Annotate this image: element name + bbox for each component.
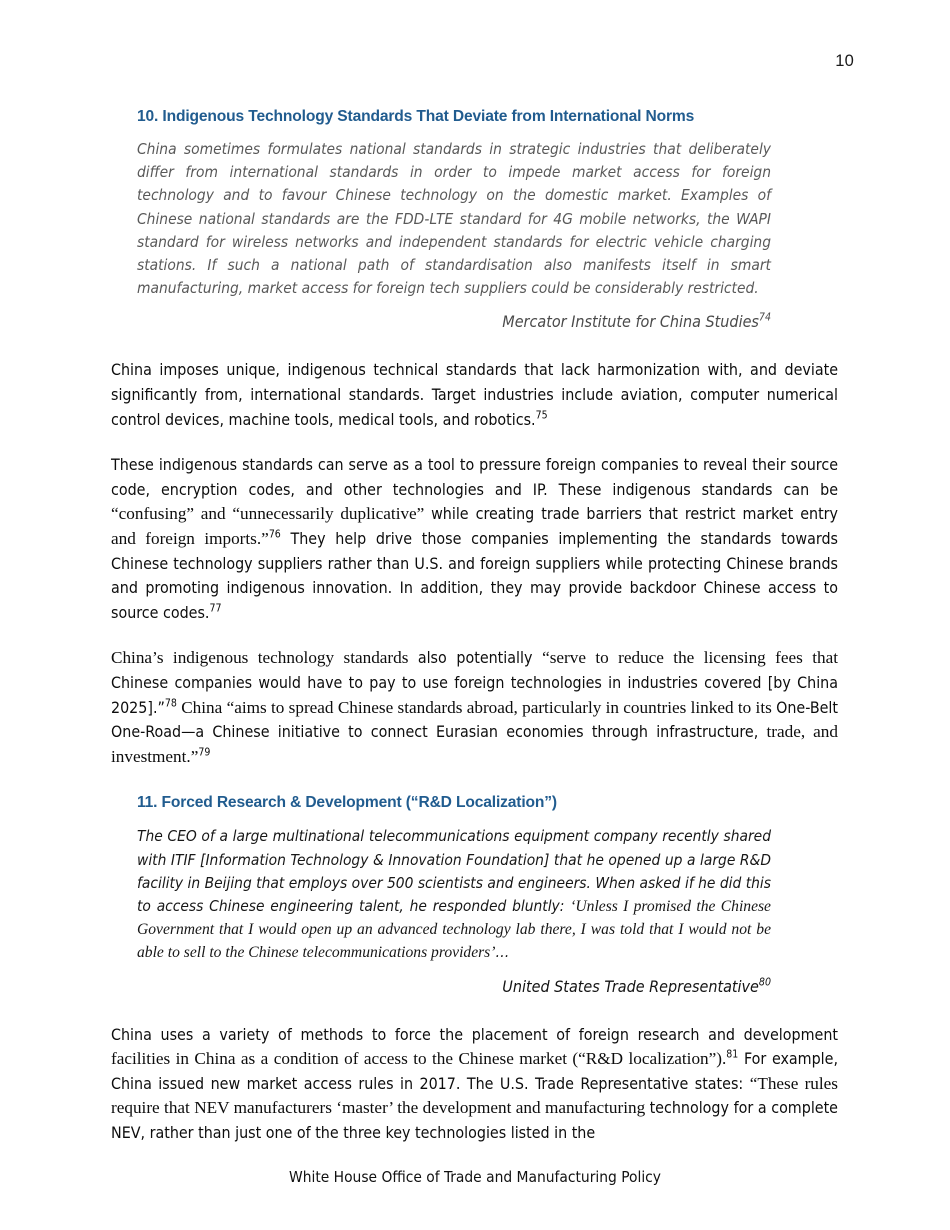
run-text: They help drive those companies implementing the standards towards Chinese technology suppliers rather than U.S. and foreign suppliers while protecting Chinese brands and promoting indigenous innovation. In addition, they may provide backdoor Chinese access to source codes.	[111, 528, 838, 622]
page-footer: White House Office of Trade and Manufacturing Policy	[289, 1168, 661, 1186]
attribution-ustr	[137, 977, 771, 996]
quote-part-1: The CEO of a large multinational telecommunications equipment company recently shared with ITIF [Information Technology & Innovation Foundation] that he opened up a large R&D facility in Beijing that employs over 500 scientists and engineers. When asked if he did this to access Chinese engineering talent, he responded bluntly:	[137, 827, 771, 915]
run-text: China uses a variety of methods to force the placement of foreign research and development	[111, 1024, 838, 1044]
footnote-marker-75: 75	[535, 409, 548, 422]
blockquote-mercator: China sometimes formulates national standards in strategic industries that deliberately differ from international standards in order to impede market access for foreign technology and to favour Chinese technology on the domestic market. Examples of Chinese national standards are the FDD-LTE standard for 4G mobile networks, the WAPI standard for wireless networks and independent standards for electric vehicle charging stations. If such a national path of standardisation also manifests itself in smart manufacturing, market access for foreign tech suppliers could be considerably restricted.	[137, 140, 771, 298]
section-heading-10: 10. Indigenous Technology Standards That Deviate from International Norms	[137, 108, 695, 125]
footnote-marker-81: 81	[726, 1048, 739, 1061]
run-text: also potentially	[417, 648, 543, 668]
paragraph-indigenous-standards	[111, 453, 838, 625]
footnote-marker-76: 76	[268, 528, 281, 541]
run-text-serif: “These rules require that NEV manufacturers ‘master’ the development and manufacturing	[111, 1073, 838, 1118]
run-text-serif: facilities in China as a condition of access to the Chinese market (“R&D localization”).	[111, 1049, 727, 1069]
footnote-marker-77: 77	[209, 602, 222, 615]
footnote-marker-80: 80	[758, 976, 771, 989]
page-number: 10	[835, 52, 854, 70]
run-text-serif: China “aims to spread Chinese standards abroad, particularly in countries linked to its	[176, 697, 777, 717]
run-text: China imposes unique, indigenous technical standards that lack harmonization with, and deviate significantly from, international standards. Target industries include aviation, computer numerical control devices, machine tools, medical tools, and robotics.	[111, 360, 838, 429]
run-text-serif: “serve to reduce the licensing fees that	[542, 648, 838, 668]
attribution-mercator	[137, 312, 771, 331]
paragraph-licensing-fees	[111, 646, 838, 769]
run-text-serif: and foreign imports.”	[111, 528, 269, 548]
spacer	[111, 432, 838, 453]
spacer	[111, 996, 838, 1023]
run-text: These indigenous standards can serve as a tool to pressure foreign companies to reveal their source code, encryption codes, and other technologies and IP. These indigenous standards can be	[111, 455, 838, 499]
blockquote-ustr	[137, 825, 771, 964]
footnote-marker-78: 78	[164, 697, 177, 710]
run-text: One-Belt One-Road—a Chinese initiative to connect Eurasian economies through infrastructure,	[111, 697, 838, 742]
run-text-serif: China’s indigenous technology standards	[111, 648, 418, 668]
run-text: while creating trade barriers that restrict market entry	[431, 504, 838, 524]
run-text: Chinese companies would have to pay to use foreign technologies in industries covered [by China 2025].”	[111, 672, 838, 717]
paragraph-rd-localization	[111, 1023, 838, 1146]
run-text-serif: trade, and investment.”	[111, 722, 838, 766]
page-content	[111, 108, 838, 1146]
spacer	[111, 331, 838, 358]
quote-part-2: ‘Unless I promised the Chinese Government that I would open up an advanced technology lab there, I was told that I would not be able to sell to the Chinese telecommunications providers’	[137, 897, 771, 962]
run-text-serif: “confusing” and “unnecessarily duplicative”	[111, 504, 432, 524]
section-heading-11: 11. Forced Research & Development (“R&D Localization”)	[137, 794, 557, 812]
attribution-source: United States Trade Representative	[502, 976, 759, 996]
quote-part-3: …	[495, 943, 510, 962]
run-text: technology for a complete NEV, rather than just one of the three key technologies listed in the	[111, 1098, 838, 1142]
run-text: For example, China issued new market access rules in 2017. The U.S. Trade Representative states:	[111, 1049, 838, 1093]
footnote-marker-79: 79	[198, 746, 211, 759]
footnote-marker-74: 74	[758, 312, 771, 325]
attribution-source: Mercator Institute for China Studies	[502, 312, 759, 332]
paragraph-china-imposes	[111, 358, 838, 432]
spacer	[111, 625, 838, 646]
